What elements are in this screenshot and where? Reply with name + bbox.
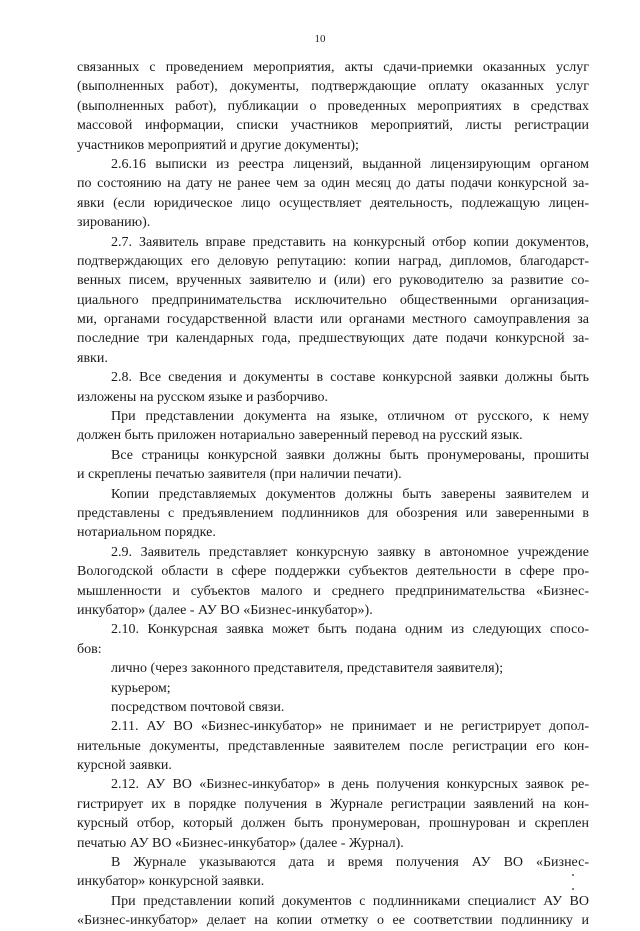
document-body	[77, 58, 589, 931]
text-line: нительные документы, представленные заявителем после регистрации его кон-	[77, 738, 589, 754]
text-line: курьером;	[111, 680, 171, 696]
text-line: 2.9. Заявитель представляет конкурсную заявку в автономное учреждение	[111, 544, 589, 560]
paragraph	[77, 58, 589, 155]
paragraph	[77, 446, 589, 485]
text-line: подтверждающих его деловую репутацию: копии наград, дипломов, благодарст-	[77, 253, 589, 269]
text-line: инкубатор» (далее - АУ ВО «Бизнес-инкубатор»).	[77, 602, 373, 618]
scan-speck	[572, 874, 574, 876]
text-line: последние три календарных года, предшествующих дате подачи конкурсной за-	[77, 331, 589, 347]
text-line: представлены с предъявлением подлинников для обозрения или заверенными в	[77, 505, 589, 521]
paragraph	[77, 853, 589, 892]
paragraph	[77, 543, 589, 621]
text-line: (выполненных работ), документы, подтверждающие оплату оказанных услуг	[77, 79, 589, 95]
text-line: и скреплены печатью заявителя (при наличии печати).	[77, 467, 402, 483]
paragraph	[77, 485, 589, 543]
text-line: изложены на русском языке и разборчиво.	[77, 389, 328, 405]
text-line: гистрирует их в порядке получения в Журнале регистрации заявлений на кон-	[77, 796, 589, 812]
text-line: (выполненных работ), публикации о проведенных мероприятиях в средствах	[77, 98, 589, 114]
text-line: Копии представляемых документов должны быть заверены заявителем и	[111, 486, 589, 502]
text-line: 2.11. АУ ВО «Бизнес-инкубатор» не принимает и не регистрирует допол-	[111, 719, 589, 735]
text-line: венных писем, врученных заявителю и (или) его руководителю за развитие со-	[77, 273, 589, 289]
text-line: зированию).	[77, 215, 151, 231]
paragraph	[77, 892, 589, 931]
list-item	[77, 698, 589, 717]
text-line: связанных с проведением мероприятия, акты сдачи-приемки оказанных услуг	[77, 60, 589, 75]
text-line: 2.6.16 выписки из реестра лицензий, выданной лицензирующим органом	[111, 156, 589, 172]
text-line: курсный отбор, который должен быть пронумерован, прошнурован и скреплен	[77, 816, 589, 832]
text-line: явки.	[77, 350, 108, 366]
text-line: нотариальном порядке.	[77, 525, 216, 541]
text-line: При представлении копий документов с подлинниками специалист АУ ВО	[111, 893, 589, 909]
paragraph	[77, 407, 589, 446]
text-line: «Бизнес-инкубатор» делает на копии отметку о ее соответствии подлиннику и	[77, 913, 589, 929]
list-item	[77, 659, 589, 678]
text-line: 2.10. Конкурсная заявка может быть подана одним из следующих спосо-	[111, 622, 589, 638]
text-line: Все страницы конкурсной заявки должны быть пронумерованы, прошиты	[111, 447, 589, 463]
paragraph	[77, 620, 589, 659]
paragraph	[77, 368, 589, 407]
text-line: 2.12. АУ ВО «Бизнес-инкубатор» в день получения конкурсных заявок ре-	[111, 777, 589, 793]
text-line: бов:	[77, 641, 102, 657]
paragraph	[77, 233, 589, 369]
text-line: печатью АУ ВО «Бизнес-инкубатор» (далее - Журнал).	[77, 835, 404, 851]
text-line: ми, органами государственной власти или органами местного самоуправления за	[77, 312, 589, 328]
text-line: мышленности и субъектов малого и среднего предпринимательства «Бизнес-	[77, 583, 589, 599]
page-number: 10	[314, 33, 326, 45]
text-line: циального предпринимательства исключительно общественными организация-	[77, 292, 589, 308]
text-line: должен быть приложен нотариально заверенный перевод на русский язык.	[77, 428, 523, 444]
paragraph	[77, 775, 589, 853]
text-line: 2.8. Все сведения и документы в составе конкурсной заявки должны быть	[111, 370, 589, 386]
text-line: В Журнале указываются дата и время получения АУ ВО «Бизнес-	[111, 855, 589, 871]
paragraph	[77, 717, 589, 775]
text-line: явки (если юридическое лицо осуществляет деятельность, подлежащую лицен-	[77, 195, 589, 211]
scan-speck	[572, 888, 574, 890]
text-line: посредством почтовой связи.	[111, 699, 285, 715]
text-line: участников мероприятий и другие документы);	[77, 137, 359, 153]
list-item	[77, 679, 589, 698]
text-line: Вологодской области в сфере поддержки субъектов деятельности в сфере про-	[77, 564, 589, 580]
text-line: инкубатор» конкурсной заявки.	[77, 874, 265, 890]
text-line: лично (через законного представителя, представителя заявителя);	[111, 661, 504, 677]
text-line: по состоянию на дату не ранее чем за один месяц до даты подачи конкурсной за-	[77, 176, 589, 192]
text-line: массовой информации, списки участников мероприятий, листы регистрации	[77, 118, 589, 134]
text-line: При представлении документа на языке, отличном от русского, к нему	[111, 409, 589, 425]
text-line: курсной заявки.	[77, 758, 172, 774]
text-line: 2.7. Заявитель вправе представить на конкурсный отбор копии документов,	[111, 234, 589, 250]
paragraph	[77, 155, 589, 233]
